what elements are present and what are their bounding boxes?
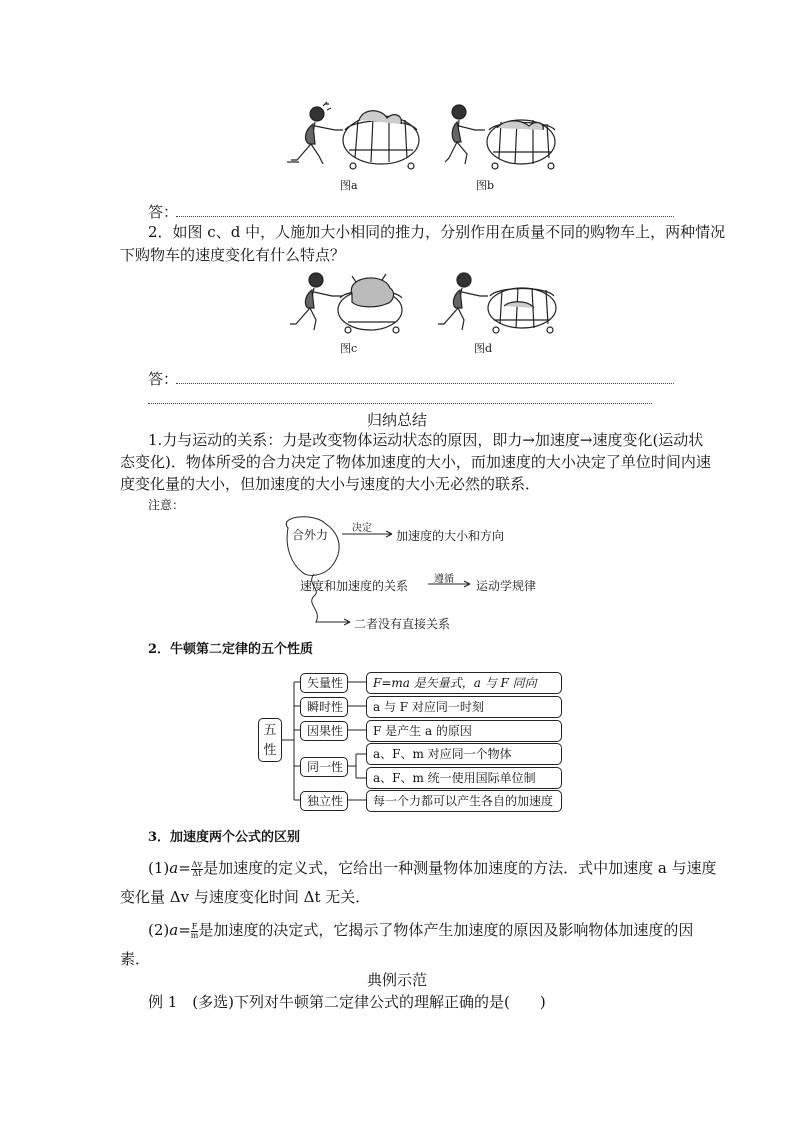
answer-label-1: 答： <box>148 203 179 221</box>
follows-label: 遵循 <box>434 574 454 585</box>
answer-blank-line-1[interactable] <box>176 216 674 217</box>
formula-2-denominator: m <box>190 930 199 940</box>
accel-size-direction-label: 加速度的大小和方向 <box>396 529 505 543</box>
formula-2-lhs: a= <box>169 921 191 939</box>
formula-1-prefix: (1) <box>148 859 170 877</box>
formula-2-prefix: (2) <box>148 921 170 939</box>
five-properties-root <box>258 718 282 762</box>
property-identity-description-2: a、F、m 统一使用国际单位制 <box>366 767 562 789</box>
formula-2-numerator: F <box>191 921 198 931</box>
formula-2-line-1 <box>148 918 693 942</box>
formula-1-fraction <box>191 861 203 878</box>
summary-paragraph-1-line-1: 1.力与运动的关系：力是改变物体运动状态的原因，即力→加速度→速度变化(运动状 <box>148 431 704 449</box>
five-properties-root-char-2: 性 <box>263 743 277 758</box>
formula-1-denominator: Δt <box>192 868 202 878</box>
formula-2-line-2: 素． <box>120 950 151 968</box>
property-identity-description-1: a、F、m 对应同一个物体 <box>366 743 562 765</box>
figure-d-illustration <box>430 268 560 336</box>
property-causal: 因果性 <box>300 721 348 741</box>
formula-1-text: 是加速度的定义式，它给出一种测量物体加速度的方法．式中加速度 a 与速度 <box>203 859 717 877</box>
formula-1-numerator: Δv <box>191 859 203 869</box>
five-properties-root-char-1: 五 <box>263 723 277 738</box>
summary-title: 归纳总结 <box>366 411 427 429</box>
section-2-title: 2．牛顿第二定律的五个性质 <box>148 642 314 657</box>
property-independence: 独立性 <box>300 791 348 811</box>
summary-paragraph-1-line-3: 度变化量的大小，但加速度的大小与速度的大小无必然的联系． <box>120 475 541 493</box>
property-vector-description: F=ma 是矢量式，a 与 F 同向 <box>366 672 562 694</box>
summary-paragraph-1-line-2: 态变化)．物体所受的合力决定了物体加速度的大小，而加速度的大小决定了单位时间内速 <box>120 453 711 471</box>
figure-c-illustration <box>286 268 408 336</box>
figure-b-caption: 图b <box>476 179 495 192</box>
example-title: 典例示范 <box>366 971 427 989</box>
net-force-label: 合外力 <box>292 528 329 542</box>
no-direct-relation-label: 二者没有直接关系 <box>354 617 451 631</box>
note-label: 注意： <box>148 498 185 512</box>
example-1-question: 例 1 (多选)下列对牛顿第二定律公式的理解正确的是( ) <box>148 993 546 1011</box>
property-causal-description: F 是产生 a 的原因 <box>366 720 562 742</box>
property-independence-description: 每一个力都可以产生各自的加速度 <box>366 790 562 812</box>
figure-d-caption: 图d <box>474 342 493 355</box>
section-3-title: 3．加速度两个公式的区别 <box>148 830 301 845</box>
property-instantaneous: 瞬时性 <box>300 697 348 717</box>
question-2-line-1: 2．如图 c、d 中，人施加大小相同的推力，分别作用在质量不同的购物车上，两种情况 <box>148 223 726 241</box>
formula-1-lhs: a= <box>169 859 191 877</box>
figure-a-caption: 图a <box>340 179 358 192</box>
property-vector: 矢量性 <box>300 673 348 693</box>
answer-blank-line-2a[interactable] <box>176 383 674 384</box>
property-identity: 同一性 <box>300 757 348 777</box>
formula-1-line-1 <box>148 856 717 880</box>
velocity-acceleration-relation-label: 速度和加速度的关系 <box>300 579 409 593</box>
figure-a-illustration <box>283 100 423 172</box>
decides-label: 决定 <box>352 523 372 534</box>
formula-1-line-2: 变化量 Δv 与速度变化时间 Δt 无关． <box>120 888 371 906</box>
kinematics-label: 运动学规律 <box>476 579 537 593</box>
figure-b-illustration <box>435 100 560 172</box>
answer-blank-line-2b[interactable] <box>148 403 652 404</box>
answer-label-2: 答： <box>148 370 179 388</box>
figure-c-caption: 图c <box>340 342 358 355</box>
property-instantaneous-description: a 与 F 对应同一时刻 <box>366 696 562 718</box>
formula-2-text: 是加速度的决定式，它揭示了物体产生加速度的原因及影响物体加速度的因 <box>198 921 694 939</box>
question-2-line-2: 下购物车的速度变化有什么特点？ <box>120 246 346 264</box>
